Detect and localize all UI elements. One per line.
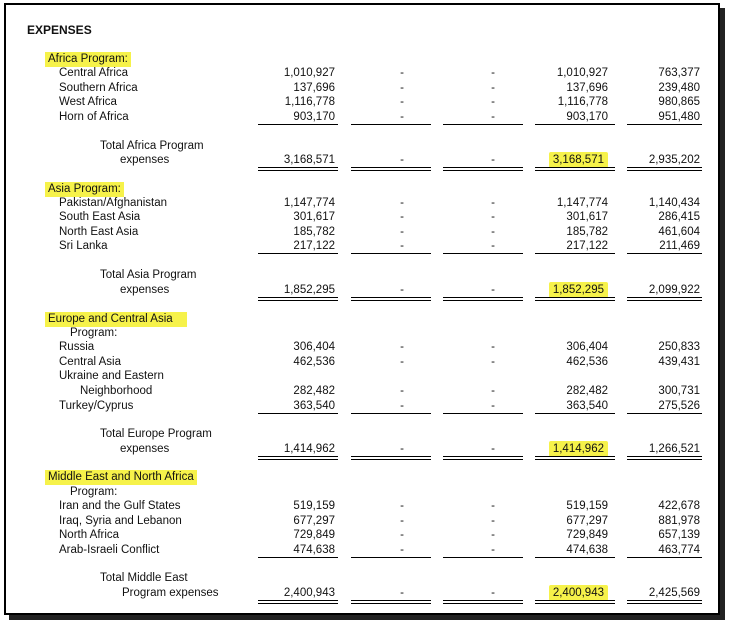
cell-c1: 1,147,774 xyxy=(283,197,335,209)
cell-c5: 239,480 xyxy=(658,82,700,94)
double-underline xyxy=(258,456,338,460)
cell-c2: - xyxy=(400,197,404,209)
double-underline xyxy=(535,297,615,301)
total-c5: 2,935,202 xyxy=(648,154,700,166)
underline xyxy=(627,124,702,125)
underline xyxy=(535,557,615,558)
row-label: Sri Lanka xyxy=(59,240,108,252)
cell-c5: 463,774 xyxy=(658,544,700,556)
cell-c1: 462,536 xyxy=(293,356,335,368)
underline xyxy=(443,413,523,414)
cell-c4: 903,170 xyxy=(566,111,608,123)
total-c4: 1,852,295 xyxy=(549,282,608,298)
total-c1: 1,852,295 xyxy=(283,284,335,296)
cell-c1: 729,849 xyxy=(293,529,335,541)
cell-c3: - xyxy=(491,67,495,79)
cell-c4: 306,404 xyxy=(566,341,608,353)
cell-c5: 951,480 xyxy=(658,111,700,123)
total-c5: 2,425,569 xyxy=(648,587,700,599)
cell-c2: - xyxy=(400,96,404,108)
total-label: Total Europe Program xyxy=(100,428,212,440)
cell-c3: - xyxy=(491,211,495,223)
total-c3: - xyxy=(491,587,495,599)
cell-c4: 217,122 xyxy=(566,240,608,252)
cell-c4: 301,617 xyxy=(566,211,608,223)
cell-c3: - xyxy=(491,197,495,209)
cell-c2: - xyxy=(400,356,404,368)
cell-c3: - xyxy=(491,240,495,252)
double-underline xyxy=(351,167,431,171)
underline xyxy=(627,253,702,254)
cell-c1: 306,404 xyxy=(293,341,335,353)
double-underline xyxy=(535,600,615,604)
row-label: North Africa xyxy=(59,529,120,541)
underline xyxy=(535,124,615,125)
cell-c5: 439,431 xyxy=(658,356,700,368)
row-label: South East Asia xyxy=(59,211,141,223)
total-c2: - xyxy=(400,284,404,296)
cell-c5: 250,833 xyxy=(658,341,700,353)
cell-c5: 763,377 xyxy=(658,67,700,79)
cell-c2: - xyxy=(400,111,404,123)
cell-c2: - xyxy=(400,385,404,397)
underline xyxy=(351,253,431,254)
total-label-cont: expenses xyxy=(120,154,170,166)
row-label: Central Africa xyxy=(59,67,129,79)
total-c4: 2,400,943 xyxy=(549,585,608,601)
cell-c5: 422,678 xyxy=(658,500,700,512)
total-c5: 2,099,922 xyxy=(648,284,700,296)
underline xyxy=(258,413,338,414)
cell-c3: - xyxy=(491,341,495,353)
cell-c1: 137,696 xyxy=(293,82,335,94)
cell-c2: - xyxy=(400,515,404,527)
cell-c4: 1,147,774 xyxy=(556,197,608,209)
section-heading: Asia Program: xyxy=(45,182,124,197)
cell-c4: 729,849 xyxy=(566,529,608,541)
cell-c3: - xyxy=(491,500,495,512)
row-label: Turkey/Cyprus xyxy=(59,400,134,412)
double-underline xyxy=(535,167,615,171)
cell-c4: 1,010,927 xyxy=(556,67,608,79)
double-underline xyxy=(351,456,431,460)
cell-c2: - xyxy=(400,67,404,79)
cell-c3: - xyxy=(491,226,495,238)
cell-c3: - xyxy=(491,82,495,94)
cell-c4: 519,159 xyxy=(566,500,608,512)
cell-c4: 462,536 xyxy=(566,356,608,368)
underline xyxy=(443,124,523,125)
total-label: Total Middle East xyxy=(100,572,188,584)
cell-c1: 301,617 xyxy=(293,211,335,223)
underline xyxy=(535,413,615,414)
cell-c3: - xyxy=(491,515,495,527)
row-label: West Africa xyxy=(59,96,117,108)
double-underline xyxy=(535,456,615,460)
cell-c3: - xyxy=(491,111,495,123)
total-c2: - xyxy=(400,443,404,455)
cell-c1: 677,297 xyxy=(293,515,335,527)
cell-c1: 903,170 xyxy=(293,111,335,123)
row-label: Iraq, Syria and Lebanon xyxy=(59,515,182,527)
cell-c1: 363,540 xyxy=(293,400,335,412)
cell-c5: 881,978 xyxy=(658,515,700,527)
cell-c4: 677,297 xyxy=(566,515,608,527)
cell-c1: 519,159 xyxy=(293,500,335,512)
double-underline xyxy=(443,297,523,301)
cell-c2: - xyxy=(400,544,404,556)
underline xyxy=(351,413,431,414)
cell-c3: - xyxy=(491,400,495,412)
underline xyxy=(443,557,523,558)
row-label: Southern Africa xyxy=(59,82,138,94)
cell-c1: 474,638 xyxy=(293,544,335,556)
double-underline xyxy=(443,167,523,171)
cell-c5: 286,415 xyxy=(658,211,700,223)
cell-c5: 275,526 xyxy=(658,400,700,412)
cell-c4: 137,696 xyxy=(566,82,608,94)
double-underline xyxy=(258,167,338,171)
underline xyxy=(258,253,338,254)
section-heading: Europe and Central Asia xyxy=(45,312,187,327)
section-heading: Middle East and North Africa xyxy=(45,470,197,485)
double-underline xyxy=(443,600,523,604)
row-label: North East Asia xyxy=(59,226,139,238)
cell-c2: - xyxy=(400,211,404,223)
total-c1: 3,168,571 xyxy=(283,154,335,166)
double-underline xyxy=(258,297,338,301)
section-heading-cont: Program: xyxy=(70,327,118,339)
cell-c4: 1,116,778 xyxy=(557,96,608,108)
underline xyxy=(258,557,338,558)
underline xyxy=(258,124,338,125)
expenses-title: EXPENSES xyxy=(27,23,92,37)
double-underline xyxy=(258,600,338,604)
cell-c4: 474,638 xyxy=(566,544,608,556)
cell-c1: 1,116,778 xyxy=(284,96,335,108)
double-underline xyxy=(351,600,431,604)
underline xyxy=(351,557,431,558)
cell-c5: 211,469 xyxy=(659,240,700,252)
cell-c5: 461,604 xyxy=(658,226,700,238)
cell-c2: - xyxy=(400,226,404,238)
cell-c5: 1,140,434 xyxy=(648,197,700,209)
double-underline xyxy=(443,456,523,460)
total-c3: - xyxy=(491,154,495,166)
total-label: Total Asia Program xyxy=(100,269,197,281)
total-c3: - xyxy=(491,443,495,455)
total-label-cont: expenses xyxy=(120,284,170,296)
cell-c1: 282,482 xyxy=(293,385,335,397)
double-underline xyxy=(627,600,702,604)
row-label: Iran and the Gulf States xyxy=(59,500,181,512)
cell-c3: - xyxy=(491,96,495,108)
total-c2: - xyxy=(400,587,404,599)
double-underline xyxy=(627,167,702,171)
row-label: Central Asia xyxy=(59,356,122,368)
cell-c4: 282,482 xyxy=(566,385,608,397)
total-c3: - xyxy=(491,284,495,296)
cell-c2: - xyxy=(400,500,404,512)
cell-c5: 980,865 xyxy=(658,96,700,108)
cell-c2: - xyxy=(400,529,404,541)
cell-c5: 300,731 xyxy=(658,385,700,397)
cell-c1: 1,010,927 xyxy=(283,67,335,79)
row-label: Ukraine and Eastern xyxy=(59,370,164,382)
underline xyxy=(535,253,615,254)
section-heading: Africa Program: xyxy=(45,52,131,67)
double-underline xyxy=(627,456,702,460)
total-c2: - xyxy=(400,154,404,166)
row-label: Pakistan/Afghanistan xyxy=(59,197,168,209)
total-label-cont: Program expenses xyxy=(122,587,219,599)
cell-c1: 217,122 xyxy=(293,240,335,252)
total-label: Total Africa Program xyxy=(100,140,204,152)
cell-c3: - xyxy=(491,356,495,368)
total-c1: 2,400,943 xyxy=(283,587,335,599)
cell-c3: - xyxy=(491,544,495,556)
row-label: Arab-Israeli Conflict xyxy=(59,544,160,556)
underline xyxy=(443,253,523,254)
total-c4: 3,168,571 xyxy=(549,152,608,168)
total-label-cont: expenses xyxy=(120,443,170,455)
underline xyxy=(351,124,431,125)
double-underline xyxy=(351,297,431,301)
cell-c3: - xyxy=(491,529,495,541)
row-label-cont: Neighborhood xyxy=(80,385,153,397)
cell-c2: - xyxy=(400,82,404,94)
total-c4: 1,414,962 xyxy=(549,441,608,457)
total-c1: 1,414,962 xyxy=(283,443,335,455)
cell-c1: 185,782 xyxy=(293,226,335,238)
total-c5: 1,266,521 xyxy=(648,443,700,455)
row-label: Russia xyxy=(59,341,95,353)
cell-c2: - xyxy=(400,341,404,353)
double-underline xyxy=(627,297,702,301)
cell-c4: 363,540 xyxy=(566,400,608,412)
cell-c4: 185,782 xyxy=(566,226,608,238)
cell-c5: 657,139 xyxy=(658,529,700,541)
underline xyxy=(627,557,702,558)
underline xyxy=(627,413,702,414)
cell-c3: - xyxy=(491,385,495,397)
row-label: Horn of Africa xyxy=(59,111,129,123)
cell-c2: - xyxy=(400,400,404,412)
cell-c2: - xyxy=(400,240,404,252)
section-heading-cont: Program: xyxy=(70,486,118,498)
